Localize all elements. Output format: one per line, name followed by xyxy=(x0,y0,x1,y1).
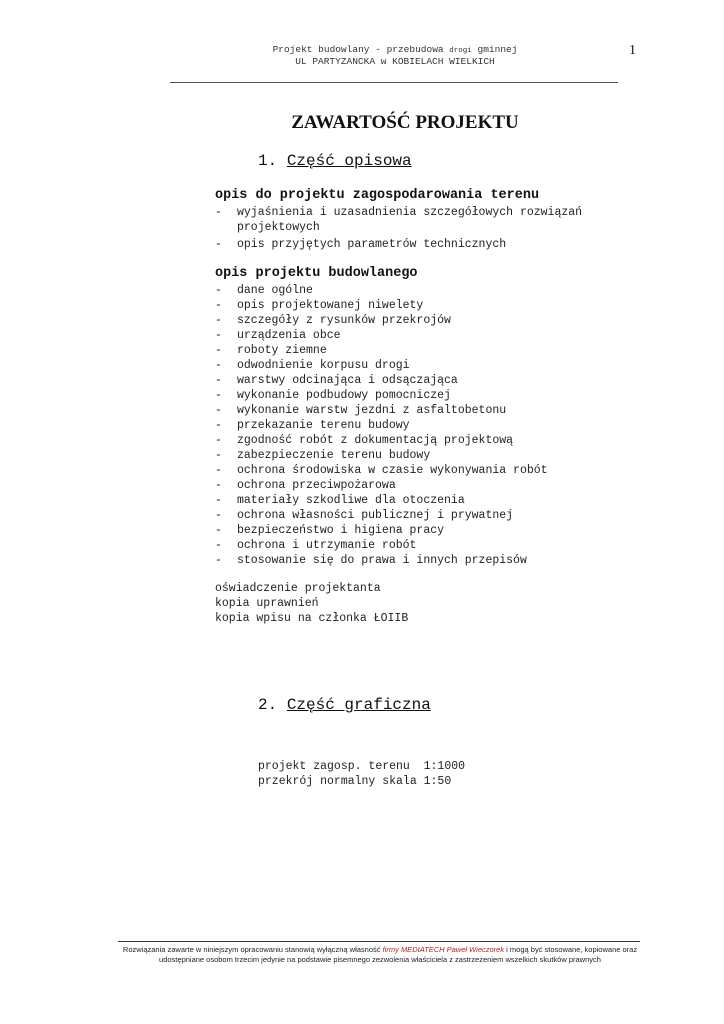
list-item xyxy=(215,403,548,418)
footer-line-1-a: Rozwiązania zawarte w niniejszym opracowaniu stanowią wyłączną własność xyxy=(122,945,383,954)
header-line-1-b: gminnej xyxy=(471,44,518,55)
section-1-number: 1. xyxy=(258,152,278,170)
list-item xyxy=(215,388,548,403)
list-dash: - xyxy=(215,329,222,342)
list-item-text: dane ogólne xyxy=(237,284,313,297)
list-item xyxy=(215,508,548,523)
list-item-text: ochrona przeciwpożarowa xyxy=(237,479,396,492)
list-item-text: stosowanie się do prawa i innych przepisów xyxy=(237,554,527,567)
list-item xyxy=(215,343,548,358)
list-item-continuation: projektowych xyxy=(237,221,320,234)
list-dash: - xyxy=(215,404,222,417)
list-item-text: wykonanie podbudowy pomocniczej xyxy=(237,389,451,402)
section-2-number: 2. xyxy=(258,696,278,714)
list-dash: - xyxy=(215,524,222,537)
list-dash: - xyxy=(215,344,222,357)
list-dash: - xyxy=(215,389,222,402)
subsection-b-heading: opis projektu budowlanego xyxy=(215,266,418,281)
list-dash: - xyxy=(215,449,222,462)
list-item xyxy=(215,298,548,313)
list-item xyxy=(215,283,548,298)
list-dash: - xyxy=(215,299,222,312)
list-item xyxy=(215,358,548,373)
document-title: ZAWARTOŚĆ PROJEKTU xyxy=(291,112,519,133)
list-item xyxy=(215,418,548,433)
footer-firm-name: firmy MEDIATECH Paweł Wieczorek xyxy=(382,945,505,954)
list-item-text: wykonanie warstw jezdni z asfaltobetonu xyxy=(237,404,507,417)
drawing-list-item: projekt zagosp. terenu 1:1000 xyxy=(258,760,466,773)
list-dash: - xyxy=(215,206,222,219)
list-dash: - xyxy=(215,419,222,432)
header-line-1-a: Projekt budowlany - przebudowa xyxy=(272,44,450,55)
footer-line-1-b: i mogą być stosowane, kopiowane oraz xyxy=(504,945,638,954)
header-divider xyxy=(170,82,618,83)
section-2-label: Część graficzna xyxy=(286,696,431,714)
list-dash: - xyxy=(215,464,222,477)
list-item xyxy=(215,373,548,388)
subsection-b-list xyxy=(215,283,548,568)
list-item-text: ochrona środowiska w czasie wykonywania robót xyxy=(237,464,548,477)
list-item xyxy=(215,237,582,252)
list-dash: - xyxy=(215,434,222,447)
list-item-text: zabezpieczenie terenu budowy xyxy=(237,449,431,462)
list-item-text: materiały szkodliwe dla otoczenia xyxy=(237,494,465,507)
statement-line: kopia wpisu na członka ŁOIIB xyxy=(215,612,409,625)
list-item xyxy=(215,448,548,463)
statement-line: kopia uprawnień xyxy=(215,597,319,610)
list-dash: - xyxy=(215,479,222,492)
list-dash: - xyxy=(215,314,222,327)
section-2-heading xyxy=(258,696,431,714)
list-item-text: szczegóły z rysunków przekrojów xyxy=(237,314,451,327)
list-item xyxy=(215,463,548,478)
list-item-text: wyjaśnienia i uzasadnienia szczegółowych rozwiązań xyxy=(237,206,583,219)
list-item-text: warstwy odcinająca i odsączająca xyxy=(237,374,458,387)
drawing-list-item: przekrój normalny skala 1:50 xyxy=(258,775,452,788)
list-dash: - xyxy=(215,494,222,507)
list-item-text: ochrona i utrzymanie robót xyxy=(237,539,417,552)
list-item-text: przekazanie terenu budowy xyxy=(237,419,410,432)
statement-line: oświadczenie projektanta xyxy=(215,582,381,595)
list-dash: - xyxy=(215,509,222,522)
list-item xyxy=(215,433,548,448)
footer-line-2: udostępniane osobom trzecim jedynie na podstawie pisemnego zezwolenia właściciela z zastrzeżeniem wszelkich skutków prawnych xyxy=(159,955,601,964)
header-line-2: UL PARTYZANCKA w KOBIELACH WIELKICH xyxy=(295,56,495,67)
list-dash: - xyxy=(215,374,222,387)
list-dash: - xyxy=(215,539,222,552)
footer-notice xyxy=(110,945,650,965)
footer-divider xyxy=(118,941,640,942)
list-item xyxy=(215,553,548,568)
section-1-label: Część opisowa xyxy=(286,152,412,170)
list-dash: - xyxy=(215,238,222,251)
list-item xyxy=(215,313,548,328)
page-number: 1 xyxy=(629,43,636,58)
list-dash: - xyxy=(215,554,222,567)
subsection-a-list xyxy=(215,205,582,252)
list-item xyxy=(215,205,582,235)
list-item-text: zgodność robót z dokumentacją projektową xyxy=(237,434,514,447)
list-item-text: opis projektowanej niwelety xyxy=(237,299,424,312)
footer-line-1 xyxy=(110,945,650,955)
list-item-text: urządzenia obce xyxy=(237,329,341,342)
list-dash: - xyxy=(215,359,222,372)
subsection-a-heading: opis do projektu zagospodarowania terenu xyxy=(215,188,540,203)
section-1-heading xyxy=(258,152,412,170)
list-item-text: odwodnienie korpusu drogi xyxy=(237,359,410,372)
header-line-1-small: drogi xyxy=(449,47,472,55)
list-dash: - xyxy=(215,284,222,297)
list-item-text: ochrona własności publicznej i prywatnej xyxy=(237,509,514,522)
list-item xyxy=(215,478,548,493)
list-item xyxy=(215,328,548,343)
list-item xyxy=(215,493,548,508)
list-item-text: roboty ziemne xyxy=(237,344,327,357)
list-item-text: bezpieczeństwo i higiena pracy xyxy=(237,524,445,537)
list-item xyxy=(215,538,548,553)
list-item-text: opis przyjętych parametrów technicznych xyxy=(237,238,507,251)
list-item xyxy=(215,523,548,538)
